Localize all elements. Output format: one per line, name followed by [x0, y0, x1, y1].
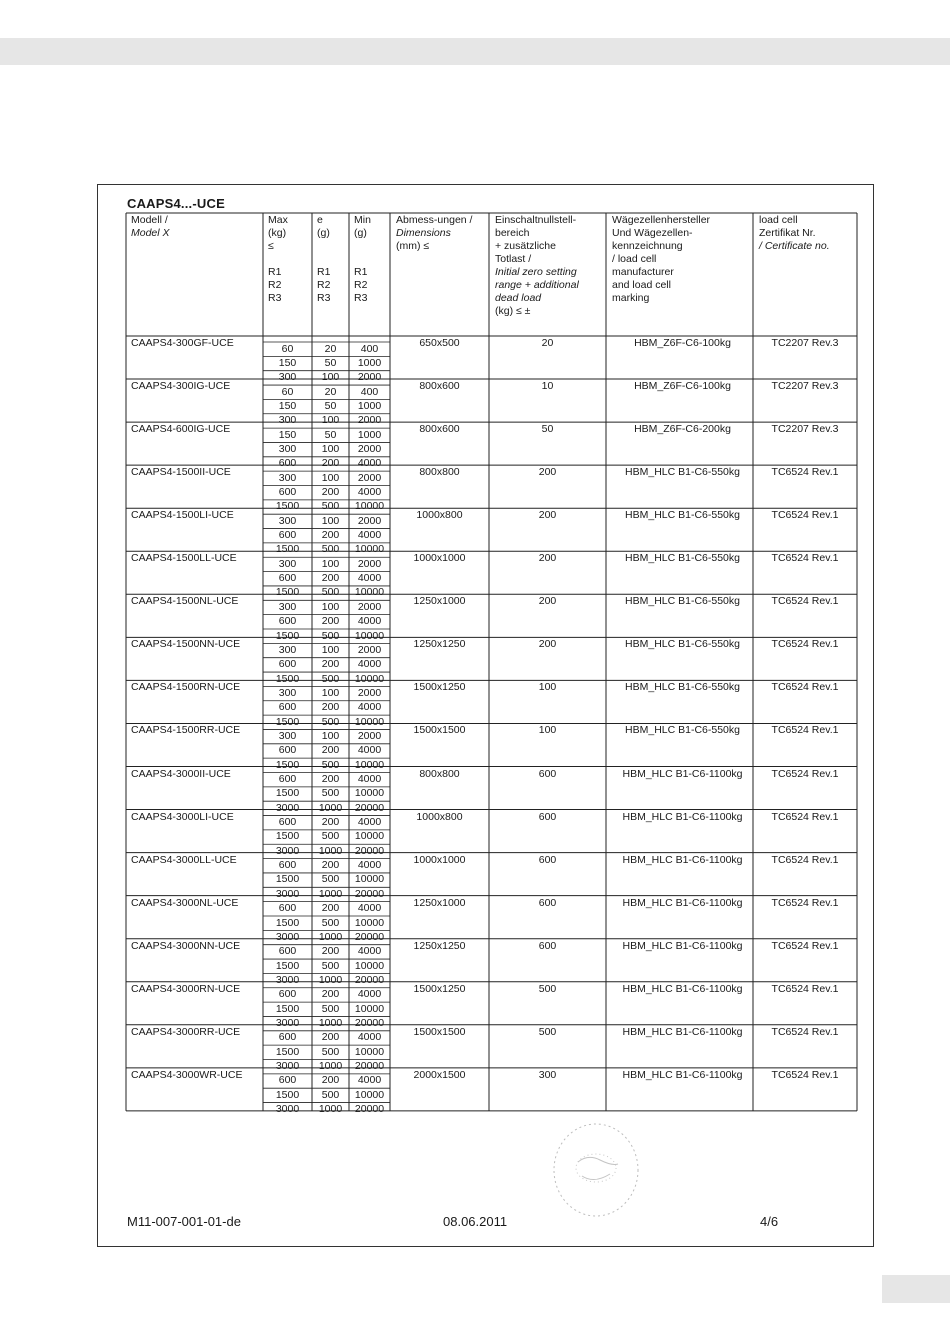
e-value: 500 — [321, 715, 340, 728]
certificate-number: TC2207 Rev.3 — [771, 423, 839, 436]
zero-setting-value: 10 — [541, 380, 554, 393]
dimensions-value: 1000x1000 — [413, 853, 466, 866]
model-name: CAAPS4-1500RR-UCE — [131, 724, 241, 737]
zero-setting-value: 600 — [538, 767, 557, 780]
certificate-number: TC6524 Rev.1 — [771, 595, 839, 608]
e-value: 500 — [321, 916, 340, 929]
e-value: 1000 — [318, 844, 343, 857]
min-value: 2000 — [357, 442, 382, 455]
e-value: 500 — [321, 543, 340, 556]
header-zero-line: range + additional — [495, 279, 579, 291]
min-value: 4000 — [357, 988, 382, 1001]
zero-setting-value: 600 — [538, 896, 557, 909]
e-value: 50 — [324, 399, 337, 412]
model-name: CAAPS4-1500NN-UCE — [131, 638, 241, 651]
min-value: 2000 — [357, 471, 382, 484]
min-value: 4000 — [357, 816, 382, 829]
min-value: 2000 — [357, 371, 382, 384]
max-value: 300 — [278, 729, 297, 742]
header-max-line: Max — [268, 214, 288, 226]
max-value: 300 — [278, 471, 297, 484]
certificate-number: TC6524 Rev.1 — [771, 1068, 839, 1081]
min-value: 20000 — [354, 801, 385, 814]
min-value: 1000 — [357, 399, 382, 412]
min-value: 400 — [360, 342, 379, 355]
min-value: 2000 — [357, 414, 382, 427]
load-cell-marking: HBM_Z6F-C6-200kg — [634, 423, 731, 436]
min-value: 10000 — [354, 959, 385, 972]
max-value: 1500 — [275, 873, 300, 886]
zero-setting-value: 200 — [538, 638, 557, 651]
e-value: 500 — [321, 830, 340, 843]
header-zero-line: + zusätzliche — [495, 240, 556, 252]
header-min-line: R2 — [354, 279, 368, 291]
header-max-line: ≤ — [268, 240, 274, 252]
e-value: 200 — [321, 615, 340, 628]
header-zero-line: dead load — [495, 292, 542, 304]
max-value: 1500 — [275, 1002, 300, 1015]
zero-setting-value: 500 — [538, 1025, 557, 1038]
max-value: 1500 — [275, 916, 300, 929]
max-value: 1500 — [275, 787, 300, 800]
header-dimensions-line: (mm) ≤ — [396, 240, 430, 252]
e-value: 500 — [321, 672, 340, 685]
max-value: 300 — [278, 600, 297, 613]
load-cell-marking: HBM_HLC B1-C6-550kg — [625, 681, 740, 694]
certificate-number: TC6524 Rev.1 — [771, 638, 839, 651]
header-zero-line: Einschaltnullstell- — [495, 214, 577, 226]
min-value: 4000 — [357, 658, 382, 671]
e-value: 200 — [321, 486, 340, 498]
e-value: 20 — [324, 342, 337, 355]
model-name: CAAPS4-1500NL-UCE — [131, 595, 239, 608]
e-value: 100 — [321, 442, 340, 455]
dimensions-value: 2000x1500 — [413, 1068, 466, 1081]
model-name: CAAPS4-3000WR-UCE — [131, 1068, 243, 1081]
dimensions-value: 1250x1250 — [413, 638, 466, 651]
certificate-number: TC6524 Rev.1 — [771, 810, 839, 823]
min-value: 10000 — [354, 715, 385, 728]
min-value: 20000 — [354, 844, 385, 857]
max-value: 1500 — [275, 830, 300, 843]
certificate-number: TC6524 Rev.1 — [771, 681, 839, 694]
max-value: 60 — [281, 342, 294, 355]
zero-setting-value: 200 — [538, 466, 557, 479]
zero-setting-value: 600 — [538, 853, 557, 866]
header-max-line: (kg) — [268, 227, 287, 239]
max-value: 1500 — [275, 586, 300, 599]
header-certificate-line: load cell — [759, 214, 798, 226]
official-stamp — [548, 1118, 644, 1222]
e-value: 500 — [321, 1045, 340, 1058]
model-name: CAAPS4-1500LI-UCE — [131, 509, 234, 522]
certificate-number: TC6524 Rev.1 — [771, 767, 839, 780]
header-manufacturer-line: manufacturer — [612, 266, 674, 278]
load-cell-marking: HBM_HLC B1-C6-550kg — [625, 509, 740, 522]
min-value: 10000 — [354, 916, 385, 929]
min-value: 2000 — [357, 686, 382, 699]
e-value: 100 — [321, 600, 340, 613]
zero-setting-value: 100 — [538, 724, 557, 737]
model-name: CAAPS4-1500II-UCE — [131, 466, 231, 479]
dimensions-value: 1000x1000 — [413, 552, 466, 565]
min-value: 4000 — [357, 945, 382, 958]
header-zero-line: (kg) ≤ ± — [495, 305, 531, 317]
model-name: CAAPS4-300GF-UCE — [131, 337, 234, 349]
certificate-number: TC6524 Rev.1 — [771, 509, 839, 522]
max-value: 300 — [278, 557, 297, 570]
max-value: 1500 — [275, 1088, 300, 1101]
max-value: 300 — [278, 643, 297, 656]
load-cell-marking: HBM_HLC B1-C6-1100kg — [622, 1068, 743, 1081]
header-e-line: R3 — [317, 292, 331, 304]
dimensions-value: 1500x1250 — [413, 681, 466, 694]
min-value: 10000 — [354, 500, 385, 513]
dimensions-value: 800x800 — [419, 767, 460, 780]
min-value: 4000 — [357, 744, 382, 757]
zero-setting-value: 500 — [538, 982, 557, 995]
max-value: 600 — [278, 486, 297, 498]
e-value: 50 — [324, 356, 337, 369]
load-cell-marking: HBM_Z6F-C6-100kg — [634, 337, 731, 349]
model-name: CAAPS4-3000II-UCE — [131, 767, 231, 780]
footer-doc-number: M11-007-001-01-de — [127, 1214, 241, 1229]
e-value: 200 — [321, 1031, 340, 1044]
header-dimensions-line: Dimensions — [396, 227, 451, 239]
min-value: 4000 — [357, 572, 382, 585]
e-value: 100 — [321, 371, 340, 384]
certificate-number: TC6524 Rev.1 — [771, 939, 839, 952]
load-cell-marking: HBM_HLC B1-C6-1100kg — [622, 982, 743, 995]
max-value: 3000 — [275, 1060, 300, 1072]
zero-setting-value: 20 — [541, 337, 554, 349]
max-value: 1500 — [275, 672, 300, 685]
load-cell-marking: HBM_HLC B1-C6-550kg — [625, 552, 740, 565]
dimensions-value: 1500x1500 — [413, 724, 466, 737]
header-model-line: Modell / — [131, 214, 168, 226]
max-value: 150 — [278, 399, 297, 412]
e-value: 1000 — [318, 973, 343, 986]
max-value: 3000 — [275, 801, 300, 814]
max-value: 1500 — [275, 758, 300, 771]
max-value: 600 — [278, 658, 297, 671]
min-value: 20000 — [354, 930, 385, 943]
header-manufacturer-line: Wägezellenhersteller — [612, 214, 711, 226]
min-value: 1000 — [357, 428, 382, 441]
certificate-number: TC6524 Rev.1 — [771, 853, 839, 866]
max-value: 600 — [278, 615, 297, 628]
e-value: 500 — [321, 500, 340, 513]
header-manufacturer-line: / load cell — [612, 253, 657, 265]
dimensions-value: 1000x800 — [416, 810, 463, 823]
max-value: 1500 — [275, 1045, 300, 1058]
header-manufacturer-line: kennzeichnung — [612, 240, 683, 252]
min-value: 20000 — [354, 973, 385, 986]
max-value: 600 — [278, 701, 297, 714]
min-value: 4000 — [357, 457, 382, 470]
dimensions-value: 1500x1500 — [413, 1025, 466, 1038]
load-cell-marking: HBM_HLC B1-C6-1100kg — [622, 853, 743, 866]
document-title: CAAPS4...-UCE — [127, 196, 225, 211]
model-name: CAAPS4-1500RN-UCE — [131, 681, 241, 694]
min-value: 10000 — [354, 672, 385, 685]
zero-setting-value: 300 — [538, 1068, 557, 1081]
min-value: 10000 — [354, 830, 385, 843]
footer-page-number: 4/6 — [760, 1214, 779, 1229]
zero-setting-value: 200 — [538, 552, 557, 565]
max-value: 3000 — [275, 887, 300, 900]
e-value: 100 — [321, 643, 340, 656]
model-name: CAAPS4-3000NL-UCE — [131, 896, 239, 909]
header-certificate-line: / Certificate no. — [759, 240, 830, 252]
load-cell-marking: HBM_HLC B1-C6-550kg — [625, 638, 740, 651]
max-value: 600 — [278, 1031, 297, 1044]
min-value: 4000 — [357, 773, 382, 785]
e-value: 500 — [321, 873, 340, 886]
e-value: 200 — [321, 773, 340, 785]
e-value: 500 — [321, 758, 340, 771]
max-value: 1500 — [275, 715, 300, 728]
model-name: CAAPS4-300IG-UCE — [131, 380, 231, 393]
max-value: 300 — [278, 371, 297, 384]
certificate-number: TC6524 Rev.1 — [771, 724, 839, 737]
e-value: 200 — [321, 744, 340, 757]
header-dimensions-line: Abmess-ungen / — [396, 214, 473, 226]
zero-setting-value: 200 — [538, 509, 557, 522]
min-value: 10000 — [354, 543, 385, 556]
e-value: 1000 — [318, 801, 343, 814]
header-zero-line: Initial zero setting — [495, 266, 577, 278]
e-value: 200 — [321, 859, 340, 872]
e-value: 200 — [321, 1074, 340, 1087]
zero-setting-value: 600 — [538, 939, 557, 952]
model-name: CAAPS4-3000LI-UCE — [131, 810, 234, 823]
load-cell-marking: HBM_HLC B1-C6-1100kg — [622, 810, 743, 823]
max-value: 1500 — [275, 543, 300, 556]
min-value: 400 — [360, 385, 379, 398]
min-value: 10000 — [354, 787, 385, 800]
min-value: 4000 — [357, 701, 382, 714]
e-value: 500 — [321, 586, 340, 599]
certificate-number: TC6524 Rev.1 — [771, 982, 839, 995]
header-manufacturer-line: Und Wägezellen- — [612, 227, 693, 239]
dimensions-value: 1250x1000 — [413, 896, 466, 909]
model-name: CAAPS4-1500LL-UCE — [131, 552, 237, 565]
model-name: CAAPS4-3000RN-UCE — [131, 982, 241, 995]
e-value: 20 — [324, 385, 337, 398]
e-value: 100 — [321, 729, 340, 742]
max-value: 600 — [278, 816, 297, 829]
header-e-line: e — [317, 214, 323, 226]
dimensions-value: 1250x1250 — [413, 939, 466, 952]
header-min-line: (g) — [354, 227, 367, 239]
e-value: 100 — [321, 514, 340, 527]
min-value: 2000 — [357, 557, 382, 570]
e-value: 500 — [321, 959, 340, 972]
max-value: 150 — [278, 356, 297, 369]
header-max-line: R3 — [268, 292, 282, 304]
e-value: 200 — [321, 816, 340, 829]
e-value: 200 — [321, 572, 340, 585]
e-value: 1000 — [318, 1060, 343, 1072]
dimensions-value: 1250x1000 — [413, 595, 466, 608]
min-value: 10000 — [354, 586, 385, 599]
dimensions-value: 800x600 — [419, 380, 460, 393]
header-manufacturer-line: and load cell — [612, 279, 671, 291]
max-value: 600 — [278, 945, 297, 958]
min-value: 10000 — [354, 1088, 385, 1101]
certificate-number: TC2207 Rev.3 — [771, 380, 839, 393]
header-certificate-line: Zertifikat Nr. — [759, 227, 816, 239]
e-value: 200 — [321, 902, 340, 915]
max-value: 300 — [278, 414, 297, 427]
e-value: 200 — [321, 945, 340, 958]
load-cell-marking: HBM_HLC B1-C6-1100kg — [622, 767, 743, 780]
min-value: 4000 — [357, 529, 382, 542]
zero-setting-value: 50 — [541, 423, 554, 436]
min-value: 4000 — [357, 902, 382, 915]
e-value: 200 — [321, 529, 340, 542]
max-value: 600 — [278, 773, 297, 785]
e-value: 1000 — [318, 1103, 343, 1116]
min-value: 10000 — [354, 1045, 385, 1058]
certificate-number: TC6524 Rev.1 — [771, 552, 839, 565]
dimensions-value: 800x800 — [419, 466, 460, 479]
model-name: CAAPS4-3000RR-UCE — [131, 1025, 241, 1038]
max-value: 600 — [278, 529, 297, 542]
header-max-line: R1 — [268, 266, 282, 278]
max-value: 3000 — [275, 973, 300, 986]
zero-setting-value: 200 — [538, 595, 557, 608]
min-value: 2000 — [357, 514, 382, 527]
footer-date: 08.06.2011 — [443, 1214, 508, 1229]
load-cell-marking: HBM_Z6F-C6-100kg — [634, 380, 731, 393]
certificate-number: TC6524 Rev.1 — [771, 896, 839, 909]
max-value: 600 — [278, 572, 297, 585]
certificate-number: TC6524 Rev.1 — [771, 466, 839, 479]
header-e-line: R2 — [317, 279, 331, 291]
model-name: CAAPS4-600IG-UCE — [131, 423, 231, 436]
min-value: 10000 — [354, 758, 385, 771]
header-model-line: Model X — [131, 227, 170, 239]
e-value: 500 — [321, 1002, 340, 1015]
min-value: 20000 — [354, 1060, 385, 1072]
zero-setting-value: 600 — [538, 810, 557, 823]
dimensions-value: 800x600 — [419, 423, 460, 436]
e-value: 500 — [321, 787, 340, 800]
max-value: 300 — [278, 514, 297, 527]
e-value: 500 — [321, 629, 340, 642]
max-value: 600 — [278, 744, 297, 757]
e-value: 1000 — [318, 887, 343, 900]
zero-setting-value: 100 — [538, 681, 557, 694]
model-name: CAAPS4-3000LL-UCE — [131, 853, 237, 866]
max-value: 300 — [278, 442, 297, 455]
load-cell-marking: HBM_HLC B1-C6-1100kg — [622, 1025, 743, 1038]
max-value: 300 — [278, 686, 297, 699]
e-value: 50 — [324, 428, 337, 441]
min-value: 20000 — [354, 887, 385, 900]
e-value: 200 — [321, 658, 340, 671]
min-value: 4000 — [357, 859, 382, 872]
header-min-line: Min — [354, 214, 371, 226]
e-value: 100 — [321, 471, 340, 484]
e-value: 200 — [321, 701, 340, 714]
min-value: 2000 — [357, 729, 382, 742]
header-zero-line: bereich — [495, 227, 530, 239]
min-value: 2000 — [357, 643, 382, 656]
min-value: 10000 — [354, 873, 385, 886]
max-value: 3000 — [275, 844, 300, 857]
header-e-line: (g) — [317, 227, 330, 239]
header-manufacturer-line: marking — [612, 292, 650, 304]
max-value: 600 — [278, 859, 297, 872]
load-cell-marking: HBM_HLC B1-C6-550kg — [625, 724, 740, 737]
min-value: 4000 — [357, 1074, 382, 1087]
model-name: CAAPS4-3000NN-UCE — [131, 939, 241, 952]
e-value: 200 — [321, 988, 340, 1001]
max-value: 3000 — [275, 1103, 300, 1116]
min-value: 10000 — [354, 629, 385, 642]
certificate-number: TC6524 Rev.1 — [771, 1025, 839, 1038]
min-value: 20000 — [354, 1103, 385, 1116]
dimensions-value: 1500x1250 — [413, 982, 466, 995]
e-value: 100 — [321, 557, 340, 570]
load-cell-marking: HBM_HLC B1-C6-1100kg — [622, 896, 743, 909]
max-value: 3000 — [275, 930, 300, 943]
dimensions-value: 650x500 — [419, 337, 460, 349]
min-value: 1000 — [357, 356, 382, 369]
header-min-line: R1 — [354, 266, 368, 278]
max-value: 60 — [281, 385, 294, 398]
max-value: 1500 — [275, 500, 300, 513]
min-value: 4000 — [357, 615, 382, 628]
header-e-line: R1 — [317, 266, 331, 278]
e-value: 200 — [321, 457, 340, 470]
load-cell-marking: HBM_HLC B1-C6-550kg — [625, 595, 740, 608]
header-min-line: R3 — [354, 292, 368, 304]
max-value: 600 — [278, 457, 297, 470]
e-value: 1000 — [318, 930, 343, 943]
max-value: 1500 — [275, 959, 300, 972]
min-value: 4000 — [357, 486, 382, 498]
max-value: 3000 — [275, 1016, 300, 1029]
max-value: 600 — [278, 1074, 297, 1087]
min-value: 20000 — [354, 1016, 385, 1029]
max-value: 600 — [278, 988, 297, 1001]
e-value: 100 — [321, 686, 340, 699]
header-max-line: R2 — [268, 279, 282, 291]
max-value: 600 — [278, 902, 297, 915]
max-value: 1500 — [275, 629, 300, 642]
max-value: 150 — [278, 428, 297, 441]
min-value: 4000 — [357, 1031, 382, 1044]
load-cell-marking: HBM_HLC B1-C6-550kg — [625, 466, 740, 479]
dimensions-value: 1000x800 — [416, 509, 463, 522]
header-zero-line: Totlast / — [495, 253, 532, 265]
min-value: 2000 — [357, 600, 382, 613]
load-cell-marking: HBM_HLC B1-C6-1100kg — [622, 939, 743, 952]
e-value: 100 — [321, 414, 340, 427]
e-value: 500 — [321, 1088, 340, 1101]
certificate-number: TC2207 Rev.3 — [771, 337, 839, 349]
e-value: 1000 — [318, 1016, 343, 1029]
min-value: 10000 — [354, 1002, 385, 1015]
